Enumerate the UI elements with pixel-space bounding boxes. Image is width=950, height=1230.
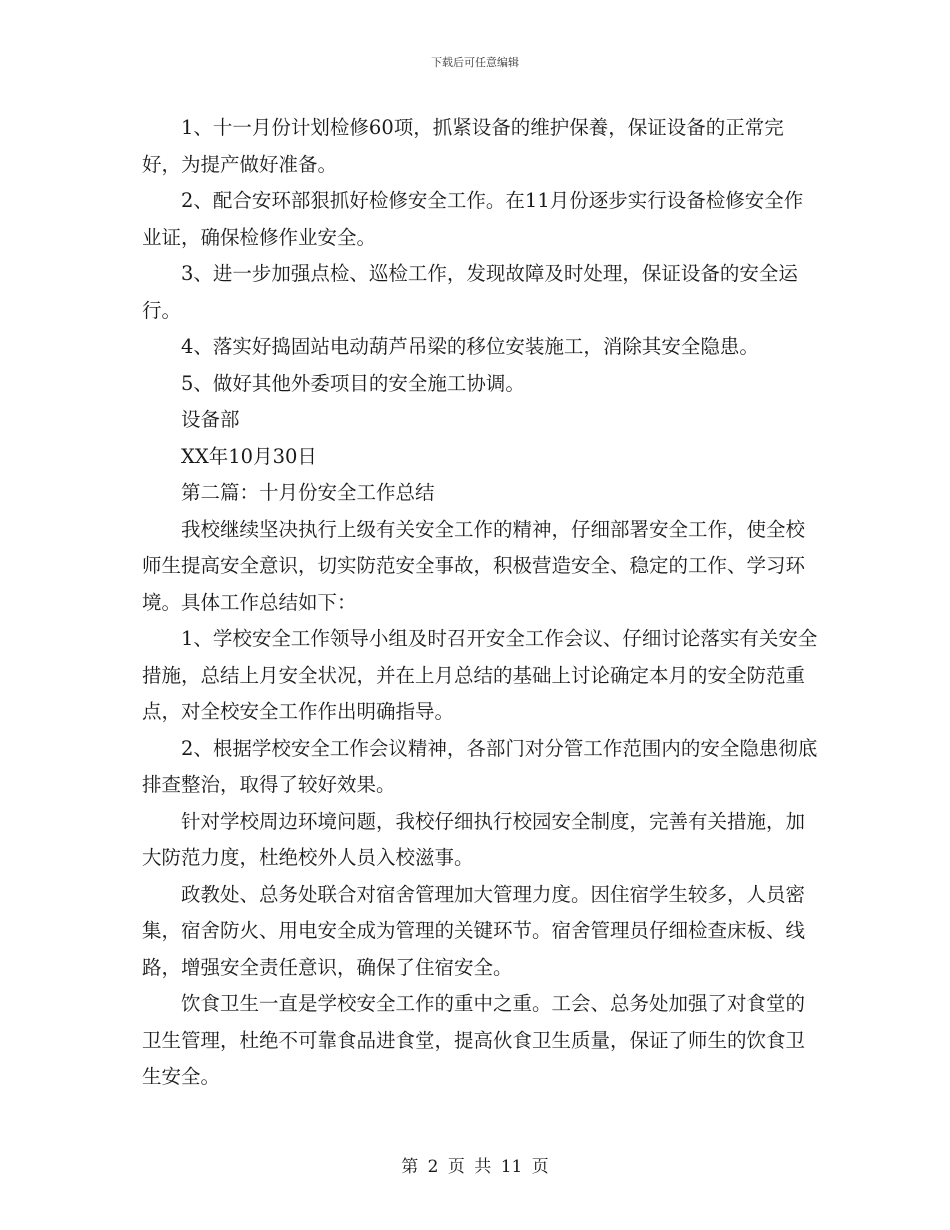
paragraph-summary-1: 1、学校安全工作领导小组及时召开安全工作会议、仔细讨论落实有关安全措施，总结上月安全状况，并在上月总结的基础上讨论确定本月的安全防范重点，对全校安全工作作出明确指导。 (142, 627, 818, 723)
page-header: 下载后可任意编辑 (431, 56, 519, 69)
paragraph-dormitory: 政教处、总务处联合对宿舍管理加大管理力度。因住宿学生较多，人员密集，宿舍防火、用电安全成为管理的关键环节。宿舍管理员仔细检查床板、线路，增强安全责任意识，确保了住宿安全。 (142, 882, 806, 979)
paragraph-intro: 我校继续坚决执行上级有关安全工作的精神，仔细部署安全工作，使全校师生提高安全意识，切实防范安全事故，积极营造安全、稳定的工作、学习环境。具体工作总结如下： (142, 517, 806, 614)
section-title: 第二篇：十月份安全工作总结 (181, 481, 435, 504)
paragraph-item-3: 3、进一步加强点检、巡检工作，发现故障及时处理，保证设备的安全运行。 (142, 262, 798, 322)
paragraph-item-4: 4、落实好捣固站电动葫芦吊梁的移位安装施工，消除其安全隐患。 (181, 335, 759, 358)
paragraph-food-safety: 饮食卫生一直是学校安全工作的重中之重。工会、总务处加强了对食堂的卫生管理，杜绝不可靠食品进食堂，提高伙食卫生质量，保证了师生的饮食卫生安全。 (142, 992, 806, 1088)
signature-date: XX年10月30日 (181, 444, 317, 468)
paragraph-surroundings: 针对学校周边环境问题，我校仔细执行校园安全制度，完善有关措施，加大防范力度，杜绝校外人员入校滋事。 (142, 809, 806, 869)
paragraph-item-2: 2、配合安环部狠抓好检修安全工作。在11月份逐步实行设备检修安全作业证，确保检修作业安全。 (142, 189, 804, 249)
signature-department: 设备部 (181, 408, 240, 431)
paragraph-summary-2: 2、根据学校安全工作会议精神，各部门对分管工作范围内的安全隐患彻底排查整治，取得了较好效果。 (142, 736, 818, 796)
paragraph-item-5: 5、做好其他外委项目的安全施工协调。 (181, 371, 525, 395)
document-body (142, 110, 818, 1096)
paragraph-item-1: 1、十一月份计划检修60项，抓紧设备的维护保養，保证设备的正常完好，为提产做好准备。 (142, 116, 784, 176)
page-number-footer: 第 2 页 共 11 页 (401, 1157, 549, 1177)
